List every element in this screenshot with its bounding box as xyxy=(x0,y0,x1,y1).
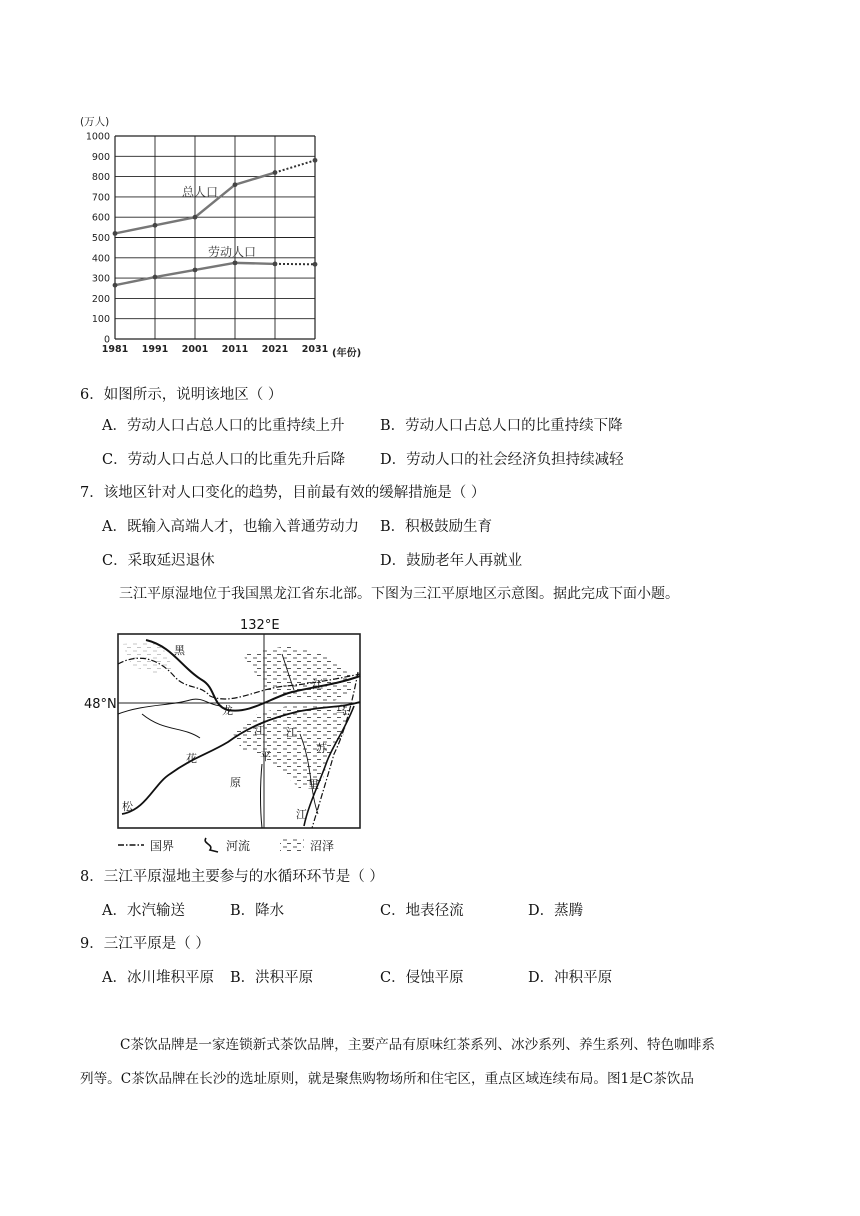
series-1-point-2031 xyxy=(313,262,318,267)
q7-option-a[interactable]: A．既输入高端人才，也输入普通劳动力 xyxy=(102,519,359,535)
chart-series xyxy=(113,158,318,288)
q8-option-d[interactable]: D．蒸腾 xyxy=(528,903,584,919)
chart-y-tick-labels xyxy=(86,132,110,346)
map-char-hua: 花 xyxy=(186,752,197,765)
map-intro: 三江平原湿地位于我国黑龙江省东北部。下图为三江平原地区示意图。据此完成下面小题。 xyxy=(119,586,679,602)
passage-line-1: C茶饮品牌是一家连锁新式茶饮品牌，主要产品有原味红茶系列、冰沙系列、养生系列、特色咖啡系 xyxy=(120,1037,715,1053)
y-tick-900: 900 xyxy=(91,151,110,163)
series-1-point-1981 xyxy=(113,283,118,288)
q8-option-b[interactable]: B．降水 xyxy=(230,903,285,919)
y-tick-0: 0 xyxy=(103,334,110,346)
series-0-point-1981 xyxy=(113,231,118,236)
lat-label: 48°N xyxy=(84,697,117,712)
series-label-total: 总人口 xyxy=(182,185,219,199)
q6-option-c[interactable]: C．劳动人口占总人口的比重先升后降 xyxy=(102,452,346,468)
map-char-jiang-3: 江 xyxy=(286,726,297,739)
y-tick-800: 800 xyxy=(91,172,110,184)
series-1-point-1991 xyxy=(153,275,158,280)
legend-river-label: 河流 xyxy=(226,839,251,853)
y-tick-100: 100 xyxy=(91,314,110,326)
q9-option-b[interactable]: B．洪积平原 xyxy=(230,970,314,986)
chart-x-tick-labels xyxy=(102,344,328,355)
map-char-wu: 乌 xyxy=(336,704,347,717)
chart-grid xyxy=(115,136,315,339)
sanjiang-plain-map xyxy=(82,614,372,860)
series-label-labor: 劳动人口 xyxy=(208,245,257,259)
series-0-point-2031 xyxy=(313,158,318,163)
q9-stem: 9．三江平原是（ ） xyxy=(80,936,210,952)
chart-xlabel: (年份) xyxy=(332,348,362,359)
series-0-point-2021 xyxy=(273,170,278,175)
y-tick-500: 500 xyxy=(91,233,110,244)
map-char-ping: 平 xyxy=(260,750,271,763)
map-char-jiang-1: 江 xyxy=(312,678,323,691)
passage-line-2: 列等。C茶饮品牌在长沙的选址原则，就是聚焦购物场所和住宅区，重点区域连续布局。图1是C茶饮品 xyxy=(80,1071,694,1087)
legend-river-symbol xyxy=(205,838,218,852)
map-char-song: 松 xyxy=(122,800,133,813)
map-char-hei: 黑 xyxy=(174,644,185,657)
y-tick-300: 300 xyxy=(91,273,110,285)
q7-option-c[interactable]: C．采取延迟退休 xyxy=(102,553,215,569)
legend-swamp-label: 沼泽 xyxy=(310,839,335,853)
map-char-yuan: 原 xyxy=(230,776,241,789)
q9-option-c[interactable]: C．侵蚀平原 xyxy=(380,970,464,986)
q8-option-c[interactable]: C．地表径流 xyxy=(380,903,464,919)
map-char-li: 里 xyxy=(308,778,319,791)
x-tick-2001: 2001 xyxy=(181,344,209,355)
passage xyxy=(80,1028,792,1096)
q6-stem: 6．如图所示，说明该地区（ ） xyxy=(80,387,283,403)
q9-option-d[interactable]: D．冲积平原 xyxy=(528,970,613,986)
y-tick-400: 400 xyxy=(91,253,110,265)
y-tick-200: 200 xyxy=(91,293,110,305)
q6-option-b[interactable]: B．劳动人口占总人口的比重持续下降 xyxy=(380,418,623,434)
map-legend xyxy=(118,838,334,853)
population-chart xyxy=(70,108,370,362)
map-char-jiang-4: 江 xyxy=(296,808,307,821)
x-tick-1981: 1981 xyxy=(101,344,129,355)
series-0-point-1991 xyxy=(153,223,158,228)
y-tick-600: 600 xyxy=(91,212,110,224)
q6-option-d[interactable]: D．劳动人口的社会经济负担持续减轻 xyxy=(380,452,624,468)
q8-stem: 8．三江平原湿地主要参与的水循环环节是（ ） xyxy=(80,869,384,885)
q8-option-a[interactable]: A．水汽输送 xyxy=(102,903,185,919)
series-projection-0 xyxy=(275,160,315,172)
map-char-jiang-2: 江 xyxy=(254,724,265,737)
chart-ylabel: (万人) xyxy=(80,116,110,128)
series-0-point-2001 xyxy=(193,215,198,220)
map-char-long: 龙 xyxy=(222,704,233,717)
x-tick-2021: 2021 xyxy=(261,344,289,355)
y-tick-700: 700 xyxy=(91,192,110,204)
series-1-point-2021 xyxy=(273,261,278,266)
legend-swamp-symbol xyxy=(280,838,304,851)
q6-option-a[interactable]: A．劳动人口占总人口的比重持续上升 xyxy=(102,418,345,434)
series-0-point-2011 xyxy=(233,182,238,187)
series-1-point-2011 xyxy=(233,260,238,265)
legend-border-label: 国界 xyxy=(150,839,175,853)
map-char-su: 苏 xyxy=(316,742,327,755)
lon-label: 132°E xyxy=(240,618,280,633)
x-tick-2011: 2011 xyxy=(221,344,249,355)
x-tick-2031: 2031 xyxy=(301,344,329,355)
x-tick-1991: 1991 xyxy=(141,344,169,355)
y-tick-1000: 1000 xyxy=(85,131,110,143)
q9-option-a[interactable]: A．冰川堆积平原 xyxy=(102,970,214,986)
q7-option-d[interactable]: D．鼓励老年人再就业 xyxy=(380,553,523,569)
q7-stem: 7．该地区针对人口变化的趋势，目前最有效的缓解措施是（ ） xyxy=(80,485,486,501)
series-1-point-2001 xyxy=(193,268,198,273)
q7-option-b[interactable]: B．积极鼓励生育 xyxy=(380,519,493,535)
